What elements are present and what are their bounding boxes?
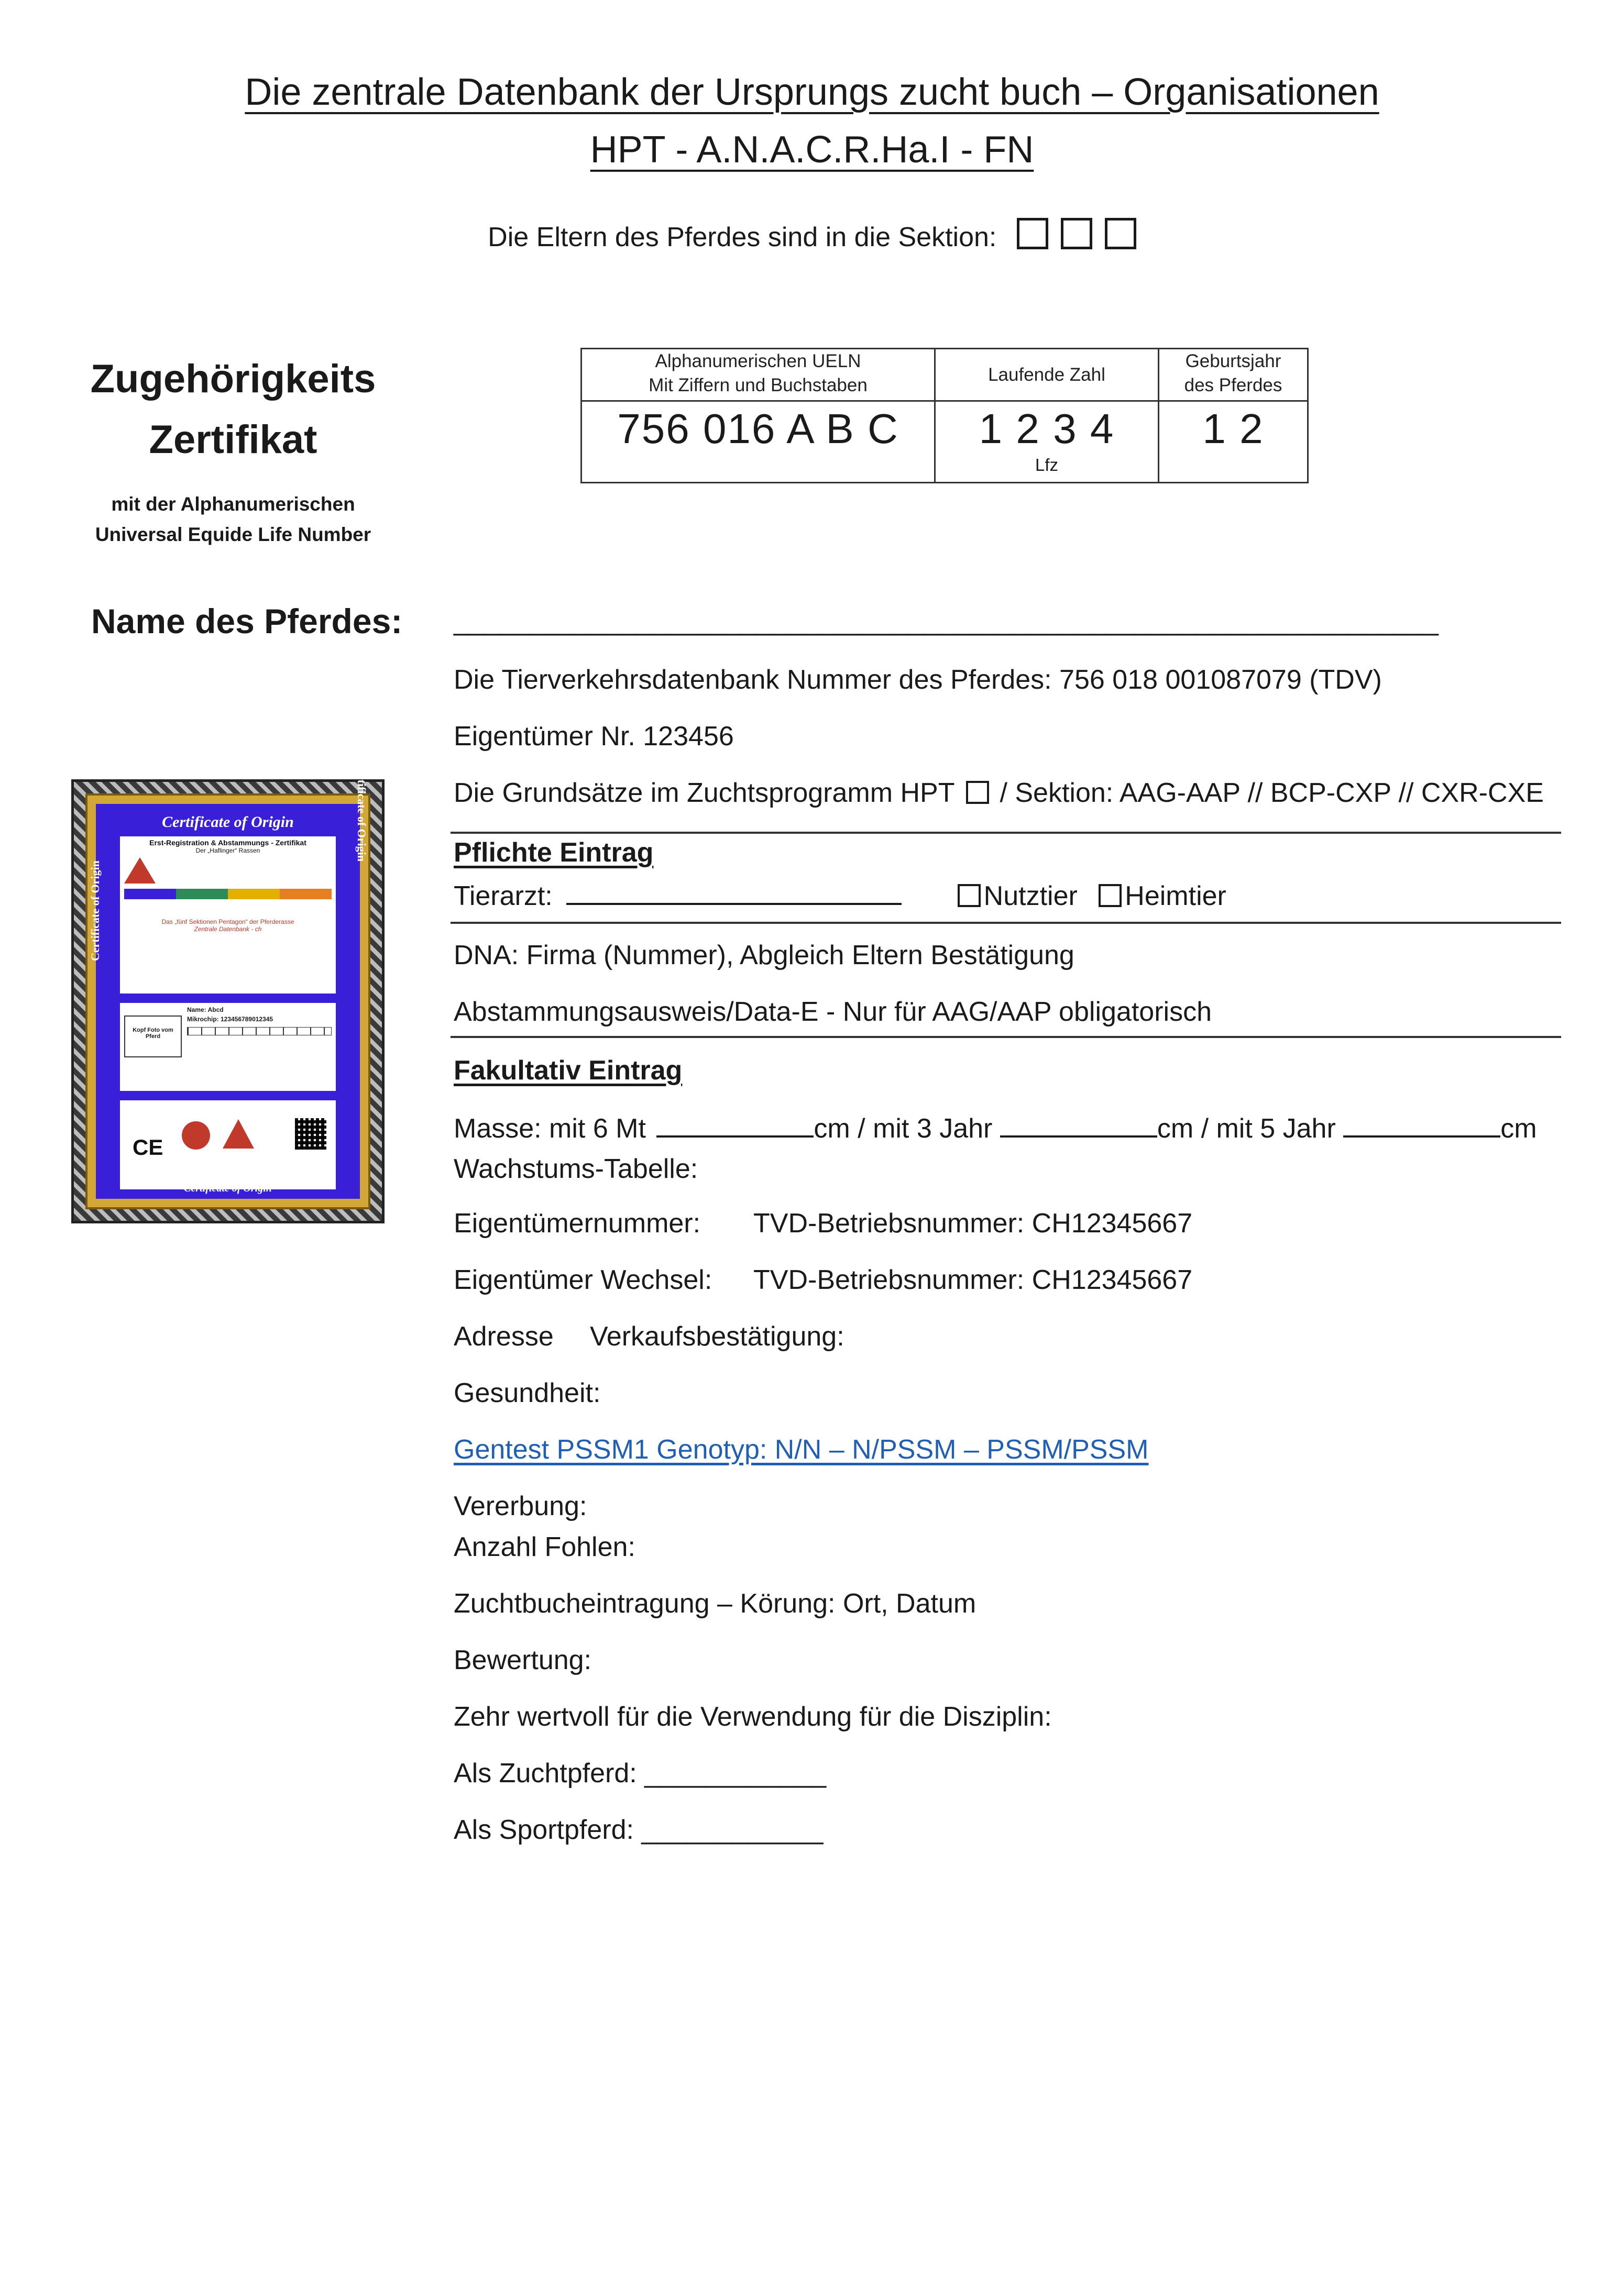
grundsaetze-sektion-text: / Sektion: AAG-AAP // BCP-CXP // CXR-CXE xyxy=(1000,778,1544,808)
certificate-title-line1: Zugehörigkeits xyxy=(90,357,376,401)
masse-6mt-field[interactable] xyxy=(656,1112,814,1138)
grundsaetze-text: Die Grundsätze im Zuchtsprogramm HPT xyxy=(454,778,954,808)
adresse-label: Adresse xyxy=(454,1321,554,1352)
masse-label: Masse: mit 6 Mt xyxy=(454,1113,646,1144)
wechsel-label: Eigentümer Wechsel: xyxy=(454,1265,712,1295)
tierarzt-label: Tierarzt: xyxy=(454,881,553,911)
eigentuemernummer-value: TVD-Betriebsnummer: CH12345667 xyxy=(753,1208,1193,1239)
certificate-logo-row xyxy=(120,854,336,887)
tierarzt-line xyxy=(454,880,1226,912)
gesundheit-label: Gesundheit: xyxy=(454,1378,601,1408)
sektion-label: Die Eltern des Pferdes sind in die Sektion: xyxy=(488,222,997,252)
certificate-lower-page xyxy=(120,1003,336,1091)
certificate-photo-box: Kopf Foto vom Pferd xyxy=(124,1015,182,1057)
certificate-color-bar xyxy=(124,889,332,899)
ueln-header xyxy=(581,349,935,401)
lfz-note: Lfz xyxy=(1035,455,1059,474)
qr-code-icon xyxy=(295,1118,326,1150)
zuchtbuch-line: Zuchtbucheintragung – Körung: Ort, Datum xyxy=(454,1588,976,1619)
verkauf-label: Verkaufsbestätigung: xyxy=(590,1321,844,1352)
gentest-link[interactable]: Gentest PSSM1 Genotyp: N/N – N/PSSM – PSSM/PSSM xyxy=(454,1434,1149,1465)
certificate-chip-line: Mikrochip: 123456789012345 xyxy=(187,1015,273,1023)
zuchtpferd-line[interactable]: Als Zuchtpferd: ____________ xyxy=(454,1758,827,1789)
wechsel-value: TVD-Betriebsnummer: CH12345667 xyxy=(753,1265,1193,1295)
horse-name-blank[interactable]: _________________________________________________________________ xyxy=(454,606,1439,636)
ueln-value[interactable]: 756 016 A B C xyxy=(581,401,935,483)
organisations-title: HPT - A.N.A.C.R.Ha.I - FN xyxy=(590,129,1034,171)
sektion-checkbox-1[interactable] xyxy=(1017,218,1048,249)
certificate-sub-line1: mit der Alphanumerischen xyxy=(111,493,355,515)
certificate-side-right: Certificate of Origin xyxy=(355,761,368,862)
hpt-checkbox[interactable] xyxy=(966,781,989,804)
laufende-zahl-cell[interactable] xyxy=(935,401,1159,483)
geburtsjahr-value[interactable]: 1 2 xyxy=(1159,401,1308,483)
masse-unit-2: cm / mit 5 Jahr xyxy=(1157,1113,1336,1144)
certificate-title-line2: Zertifikat xyxy=(149,417,317,462)
horse-name-label: Name des Pferdes: xyxy=(91,602,403,641)
pentagon-logo-small-icon xyxy=(223,1119,254,1149)
ueln-header-line2: Mit Ziffern und Buchstaben xyxy=(649,375,868,395)
masse-unit-1: cm / mit 3 Jahr xyxy=(814,1113,993,1144)
certificate-db-line: Zentrale Datenbank - ch xyxy=(194,925,262,933)
certificate-footer: Certificate of Origin xyxy=(184,1183,272,1194)
sportpferd-line[interactable]: Als Sportpferd: ____________ xyxy=(454,1815,824,1845)
certificate-of-origin-image xyxy=(71,761,385,1223)
eigentuemernummer-label: Eigentümernummer: xyxy=(454,1208,701,1239)
geburtsjahr-header-line1: Geburtsjahr xyxy=(1185,351,1281,371)
laufende-zahl-value: 1 2 3 4 xyxy=(979,405,1115,452)
divider xyxy=(451,832,1561,834)
certificate-bottom-page xyxy=(120,1100,336,1189)
certificate-subtitle: Erst-Registration & Abstammungs - Zertifikat xyxy=(149,838,306,847)
certificate-side-left: Certificate of Origin xyxy=(89,860,102,961)
fakultativ-heading: Fakultativ Eintrag xyxy=(454,1055,683,1086)
heimtier-label: Heimtier xyxy=(1125,881,1226,911)
pflicht-heading: Pflichte Eintrag xyxy=(454,837,654,868)
heimtier-checkbox[interactable] xyxy=(1099,884,1122,907)
vererbung-label: Vererbung: xyxy=(454,1491,587,1521)
masse-unit-3: cm xyxy=(1500,1113,1537,1144)
pentagon-logo-icon xyxy=(124,857,156,884)
bewertung-label: Bewertung: xyxy=(454,1645,592,1675)
ce-mark: CE xyxy=(133,1135,163,1160)
nutztier-label: Nutztier xyxy=(983,881,1078,911)
geburtsjahr-header xyxy=(1159,349,1308,401)
certificate-pentagon-line: Das „fünf Sektionen Pentagon“ der Pferderasse xyxy=(161,918,294,925)
divider xyxy=(451,1036,1561,1038)
fohlen-label: Anzahl Fohlen: xyxy=(454,1532,635,1562)
certificate-frame xyxy=(85,761,370,1209)
approved-seal-icon xyxy=(182,1121,210,1150)
certificate-breed: Der „Haflinger“ Rassen xyxy=(195,847,260,854)
masse-line xyxy=(454,1112,1537,1144)
wachstum-line: Wachstums-Tabelle: xyxy=(454,1154,698,1184)
owner-number: Eigentümer Nr. 123456 xyxy=(454,721,734,752)
tvd-number: Die Tierverkehrsdatenbank Nummer des Pferdes: 756 018 001087079 (TDV) xyxy=(454,665,1382,695)
certificate-panel xyxy=(89,761,368,1199)
certificate-sub-line2: Universal Equide Life Number xyxy=(95,524,371,545)
grundsaetze-line xyxy=(454,777,1544,809)
certificate-image-title: Certificate of Origin xyxy=(162,813,294,831)
nutztier-checkbox[interactable] xyxy=(958,884,981,907)
sektion-checkbox-3[interactable] xyxy=(1105,218,1136,249)
masse-3jahr-field[interactable] xyxy=(1000,1112,1157,1138)
ueln-header-line1: Alphanumerischen UELN xyxy=(655,351,861,371)
certificate-name-line: Name: Abcd xyxy=(187,1006,224,1013)
divider xyxy=(451,922,1561,924)
ueln-table xyxy=(580,348,1309,483)
sektion-checkbox-2[interactable] xyxy=(1061,218,1092,249)
certificate-description-block xyxy=(156,866,332,875)
certificate-upper-page xyxy=(120,836,336,994)
tierarzt-field[interactable] xyxy=(566,880,902,905)
sektion-row xyxy=(0,218,1624,253)
certificate-ueln-boxes xyxy=(187,1027,332,1035)
disziplin-line: Zehr wertvoll für die Verwendung für die Disziplin: xyxy=(454,1702,1052,1732)
main-title: Die zentrale Datenbank der Ursprungs zucht buch – Organisationen xyxy=(245,71,1379,113)
laufende-zahl-header: Laufende Zahl xyxy=(935,349,1159,401)
abstammung-line: Abstammungsausweis/Data-E - Nur für AAG/AAP obligatorisch xyxy=(454,997,1212,1027)
masse-5jahr-field[interactable] xyxy=(1343,1112,1500,1138)
dna-line: DNA: Firma (Nummer), Abgleich Eltern Bestätigung xyxy=(454,940,1074,970)
geburtsjahr-header-line2: des Pferdes xyxy=(1184,375,1282,395)
